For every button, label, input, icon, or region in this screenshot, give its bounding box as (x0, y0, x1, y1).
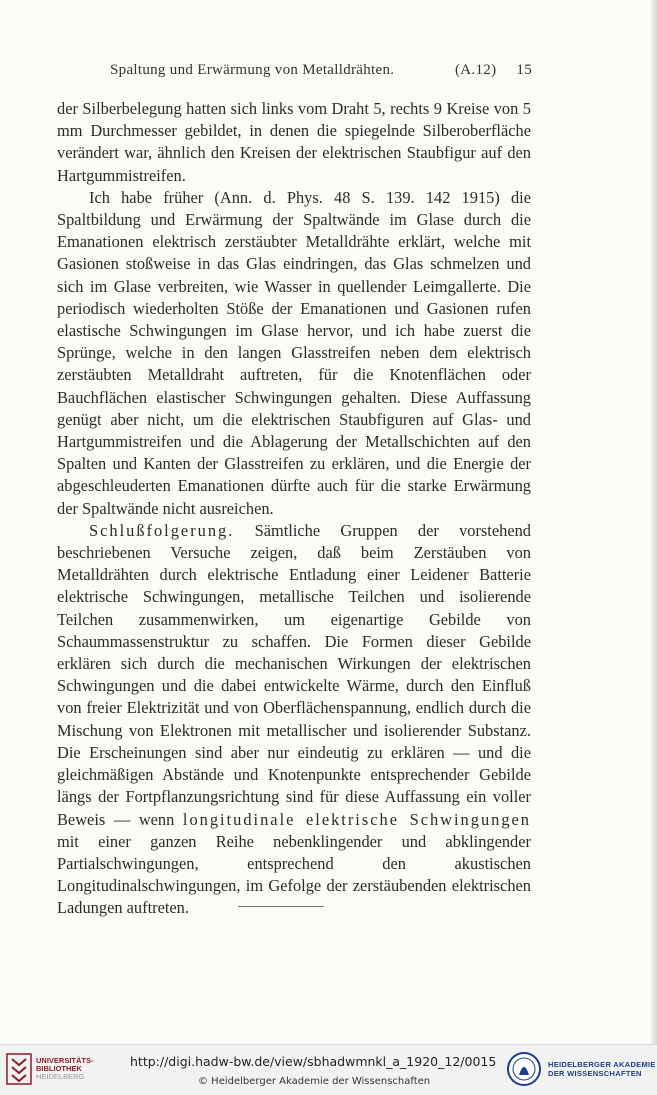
paragraph-2: Ich habe früher (Ann. d. Phys. 48 S. 139. 142 1915) die Spaltbildung und Erwärmung der Spaltwände im Glase durch die Emanationen elektrisch zerstäubter Metalldrähte erklärt, welche mit Gasionen stoßweise in das Glas eindringen, das Glas schmelzen und sich im Glase verbreiten, wie Wasser in quellender Leimgallerte. Die periodisch wiederholten Stöße der Emanationen und Gasionen rufen elastische Schwingungen im Glase hervor, und ich habe zuerst die Sprünge, welche in den langen Glasstreifen neben dem elektrisch zerstäubten Metalldraht auftreten, für die Knotenflächen oder Bauchflächen elastischer Schwingungen gehalten. Diese Auffassung genügt aber nicht, um die elektrischen Staubfiguren auf Glas- und Hartgummistreifen und die Ablagerung der Metallschichten auf den Spalten und Kanten der Glasstreifen zu erklären, und die Energie der abgeschleuderten Emanationen dürfte auch für die starke Erwärmung der Spaltwände nicht ausreichen. (57, 187, 531, 518)
copyright-notice: © Heidelberger Akademie der Wissenschaften (198, 1076, 431, 1087)
header-title: Spaltung und Erwärmung von Metalldrähten. (110, 62, 395, 78)
header-section: (A.12) (455, 62, 497, 78)
end-rule (238, 906, 324, 907)
footer-bar (0, 1044, 657, 1095)
section-heading: Schlußfolgerung. (89, 520, 235, 540)
page-number: 15 (516, 62, 532, 78)
university-library-name: UNIVERSITÄTS- BIBLIOTHEK HEIDELBERG (36, 1056, 94, 1081)
paragraph-3-text-b: mit einer ganzen Reihe nebenklingender und abklingender Partialschwingungen, entsprechend den akustischen Longitudinalschwingungen, im Gefolge der zerstäubenden elektrischen Ladungen auftreten. (57, 831, 531, 918)
paragraph-1: der Silberbelegung hatten sich links vom Draht 5, rechts 9 Kreise von 5 mm Durchmesser gebildet, in denen die spiegelnde Silberoberfläche verändert war, ähnlich den Kreisen der elektrischen Staubfigur auf den Hartgummistreifen. (57, 99, 531, 185)
academy-seal-icon (506, 1051, 542, 1087)
body-text (57, 98, 531, 920)
university-library-logo-icon (6, 1053, 32, 1085)
source-url-link[interactable]: http://digi.hadw-bw.de/view/sbhadwmnkl_a_1920_12/0015 (130, 1054, 497, 1069)
academy-name: HEIDELBERGER AKADEMIE DER WISSENSCHAFTEN (548, 1060, 656, 1078)
paragraph-3 (57, 520, 531, 920)
paragraph-3-text-a: Sämtliche Gruppen der vorstehend beschriebenen Versuche zeigen, daß beim Zerstäuben von Metalldrähten durch elektrische Entladung einer Leidener Batterie elektrische Schwingungen, metallische Teilchen und isolierende Teilchen zusammenwirken, um eigenartige Gebilde von Schaummassenstruktur zu schaffen. Die Formen dieser Gebilde erklären sich durch die mechanischen Wirkungen der elektrischen Schwingungen und die dabei entwickelte Wärme, durch den Einfluß von freier Elektrizität und von Oberflächenspannung, endlich durch die Mischung von Elektronen mit metallischer und isolierender Substanz. Die Erscheinungen sind aber nur eindeutig zu erklären — und die gleichmäßigen Abstände und Knotenpunkte entsprechender Gebilde längs der Fortpflanzungsrichtung sind für diese Auffassung ein voller Beweis — wenn (57, 520, 531, 829)
emphasized-phrase: longitudinale elektrische Schwingungen (182, 809, 532, 829)
page-edge (651, 0, 657, 1044)
